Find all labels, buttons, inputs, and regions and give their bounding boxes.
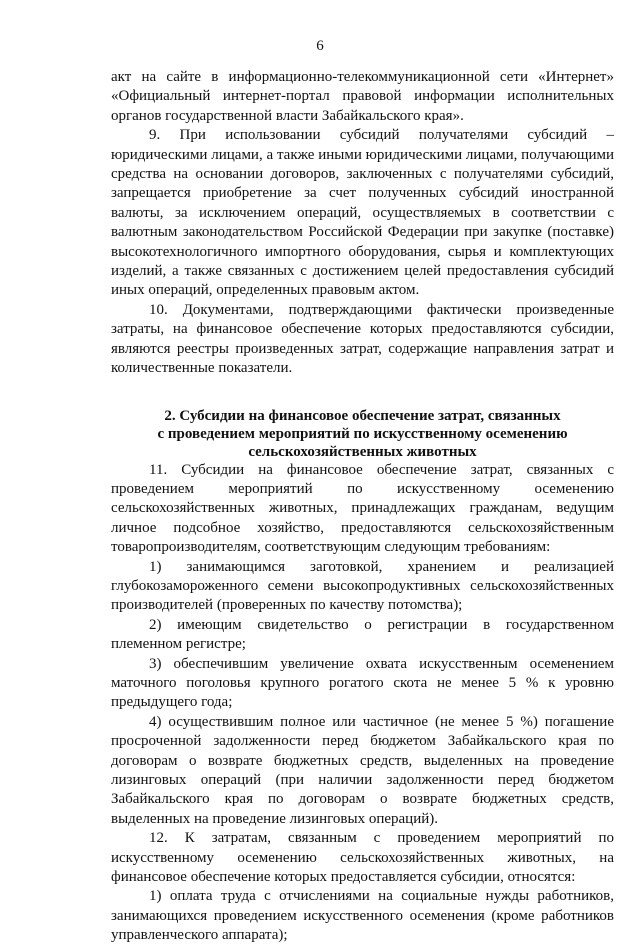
paragraph-11-item-3: 3) обеспечившим увеличение охвата искусственным осеменением маточного поголовья крупного рогатого скота не менее 5 % к уровню предыдущего года; [111, 655, 614, 711]
page-number: 6 [316, 38, 324, 54]
paragraph-11: 11. Субсидии на финансовое обеспечение затрат, связанных с проведением мероприятий по искусственному осеменению сельскохозяйственных животных, принадлежащих гражданам, ведущим личное подсобное хозяйство, предоставляются сельскохозяйственным товаропроизводителям, соответствующим следующим требованиям: [111, 461, 614, 556]
paragraph-12: 12. К затратам, связанным с проведением мероприятий по искусственному осеменению сельскохозяйственных животных, на финансовое обеспечение которых предоставляется субсидии, относятся: [111, 830, 614, 886]
paragraph-11-item-2: 2) имеющим свидетельство о регистрации в государственном племенном регистре; [111, 616, 614, 653]
paragraph-9: 9. При использовании субсидий получателями субсидий – юридическими лицами, а также иными юридическими лицами, получающими средства на основании договоров, заключенных с получателями субсидий, запрещается приобретение за счет полученных субсидий иностранной валюты, за исключением операций, осуществляемых в соответствии с валютным законодательством Российской Федерации при закупке (поставке) высокотехнологичного импортного оборудования, сырья и комплектующих изделий, а также связанных с достижением целей предоставления субсидий иных операций, определенных правовым актом. [111, 127, 614, 299]
section-heading-line-2: с проведением мероприятий по искусственному осеменению [157, 425, 568, 442]
paragraph-11-item-1: 1) занимающимся заготовкой, хранением и реализацией глубокозамороженного семени высокопродуктивных сельскохозяйственных производителей (проверенных по качеству потомства); [111, 558, 614, 614]
section-heading-line-1: 2. Субсидии на финансовое обеспечение затрат, связанных [164, 407, 561, 424]
paragraph-act-publication: акт на сайте в информационно-телекоммуникационной сети «Интернет» «Официальный интернет-портал правовой информации исполнительных органов государственной власти Забайкальского края». [111, 69, 614, 124]
paragraph-11-item-4: 4) осуществившим полное или частичное (не менее 5 %) погашение просроченной задолженности перед бюджетом Забайкальского края по договорам о возврате бюджетных средств, выделенных на проведение лизинговых операций (при наличии задолженности перед бюджетом Забайкальского края по договорам о возврате бюджетных средств, выделенных на проведение лизинговых операций). [111, 713, 614, 827]
paragraph-12-item-1: 1) оплата труда с отчислениями на социальные нужды работников, занимающихся проведением искусственного осеменения (кроме работников управленческого аппарата); [111, 888, 614, 944]
document-body [111, 68, 614, 946]
section-heading [111, 407, 614, 461]
paragraph-10: 10. Документами, подтверждающими фактически произведенные затраты, на финансовое обеспечение которых предоставляются субсидии, являются реестры произведенных затрат, содержащие направления затрат и количественные показатели. [111, 301, 614, 377]
section-heading-line-3: сельскохозяйственных животных [248, 443, 477, 460]
